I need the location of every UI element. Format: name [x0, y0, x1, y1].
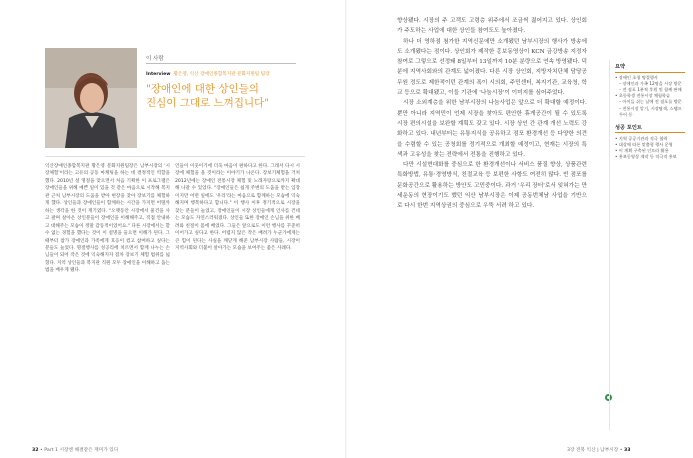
list-item: • 이 계획 구축된 인프라 활용 — [615, 148, 669, 154]
body-column-2 — [175, 163, 300, 252]
sidebar-list-success-points — [615, 136, 685, 160]
list-item: – 전통시장 알기, 시장탐색, 스탬프 투어 등 — [619, 105, 682, 117]
list-item: • 장애인 초청 명절행사 — [615, 75, 658, 81]
paragraph: 하나 더 영하점 첨가한 지역신문에만 소개됐던 남부시장의 행사가 방송에도 소개됐다는 점이다. 상인회가 제작한 홍보동영상이 KCN 금강방송 지정자 참여로 그렇으로 선정돼 8일부터 13일까지 10분 분량으로 연속 방영됐다. 덕분에 지역사회와의 관계도 넓어졌다. 다른 시장 상인회, 지방자치단체 담당공무원 정도로 제한적이던 관계의 폭이 시의회, 주민센터, 복지기관, 교육청, 학교 등으로 확대됐고, 이들 기관에 '나눔시장'이 이미지를 심어주었다. — [397, 38, 588, 97]
running-footer: • Part 1 시장엔 해결같은 재미가 있다 — [40, 448, 119, 453]
divider — [45, 156, 305, 157]
pull-quote-line: "장애인에 대한 상인들의 — [146, 83, 259, 95]
right-page — [347, 0, 693, 458]
sidebar-heading-summary: 요약 — [615, 64, 685, 73]
list-item: • 홍보동영상 제작 등 적극적 홍보 — [615, 154, 677, 160]
right-footer — [567, 447, 631, 453]
list-item: – 장애인과 가족 12명을 시장 방문 — [619, 81, 682, 87]
interviewee-photo — [45, 48, 137, 148]
list-item: • 대상에 따른 맞춤형 행사 운영 — [615, 141, 673, 147]
body-text: 인들이 이웃이기에 더욱 마음이 편하다고 한다. 그래서 다시 시장에 체험을 올 것이라는 이야기가 나온다. 장보기체험을 거쳐 2012년에는 장애인 전통시장 체험 및 노래자랑으로까지 확대해 나갈 수 있었다. "장애인들은 쉽게 주변의 도움을 받는 입장이지만 어떤 일에도 '우리'라는 마음으로 함께하는 모습에 익숙해지며 행복하다고 합니다." 이 행사 이후 정기적으로 시장을 찾는 분들이 늘었고, 장애인들이 시장 상인들에게 인사를 건네는 모습도 자연스러워졌다. 상인들 또한 장애인 손님을 위한 배려와 친절이 몸에 배었다. 그들은 앞으로도 이런 행사를 꾸준히 이어가고 싶다고 한다. 어렵지 않은 작은 배려가 누군가에게는 큰 힘이 된다는 사실을 깨닫게 해준 남부시장 사람들, 시장이 지역사회와 더불어 살아가는 모습을 보여주는 좋은 사례다. — [175, 164, 300, 251]
list-item: • 지역 공공기관과 적극 협력 — [615, 135, 668, 141]
interviewee-org: 황은영, 익산 장애인종합복지관 문화지원팀 팀장 — [173, 72, 270, 77]
list-item: • 초등학생 전통시장 체험학습 — [615, 93, 671, 99]
running-footer: 3장 전북 익산 | 남부시장 • — [567, 448, 623, 453]
body-text: 익산장애인종합복지관 황은영 문화지원팀장은 남부시장의 '시장체험'이라는 고유의 공동 마케팅을 하는 데 결정적인 역할을 했다. 2010년 설 명절을 맞으면서 처음 기획한 이 프로그램은 장애인들을 위해 예쁜 일이 있을 것 같은 마음으로 시작해 복지관 근처 남부시장의 도움을 받아 현장을 찾아 장보기를 체험하게 했다. 상인들과 장애인들이 함께하는 시간을 가지면 어떨까 하는 생각을 한 것이 계기였다. "오랫동안 시장에서 물건을 사고 팔며 살아온 상인분들이 장애인을 이해해주고, 직접 안내하고 대해주는 모습이 정말 감동적이었어요." 다른 시장에서는 할 수 없는 경험을 했다는 것이 이 설명을 들으면 이해가 된다. 그때부터 참가 장애인과 가족에게 호응이 컸고 참여하고 싶다는 분들도 늘었다. 명절행사를 성공리에 치르면서 함께 나누는 손님들이 되어 작은 것에 익숙해지자 점차 장보기 체험 범위를 넓혔다. 지역 상인들과 복지관 직원 모두 장애인을 이해하고 돕는 법을 배우게 됐다. — [45, 164, 170, 274]
sidebar-heading-success-points: 성공 포인트 — [615, 125, 685, 134]
list-item: – 아이들 쉬는 날에 전 점포를 방문 — [619, 99, 682, 105]
interview-label-line — [146, 71, 270, 77]
sidebar — [615, 64, 685, 163]
paragraph: 다만 시설현대화를 중심으로 한 환경개선이나 서비스 품질 향상, 상품관련 특화방법, 유통·경영방식, 친절교육 등 보편한 사항도 여전히 많다. 빈 점포를 문화공간으로 활용하는 방안도 고민중이다. 과거 '우리 장터'로서 잊혀가는 만세운동의 현장이기도 했던 익산 남부시장은 이제 공동번체남 사업을 기반으로 다시 한번 지역상권의 중심으로 우뚝 서려 하고 있다. — [397, 162, 587, 210]
pull-quote-line: 진심이 그대로 느껴집니다" — [146, 97, 270, 109]
left-page — [0, 0, 346, 458]
pull-quote — [146, 82, 306, 110]
body-column-1 — [45, 163, 170, 275]
name-tag: 이 사람 — [146, 56, 164, 62]
paragraph: 시장 소외계층을 위한 남부시장의 나눔사업은 앞으로 더 확대할 예정이다. 뿐만 아니라 지역민이 언제 시장을 찾아도 편안한 휴게공간이 될 수 있도록 시장 편의시설을 보완할 계획도 갖고 있다. 시장 상인 간 관계 개선 노력도 강화하고 있다. 내년부터는 유통지식을 공유하고 점포 환경개선 등 다양한 의견을 수렴할 수 있는 공청회를 정기적으로 개최할 예정이고, 현재는 시장의 특색과 고유성을 찾는 전략에서 전통을 진행하고 있다. — [397, 100, 587, 158]
paragraph: 향상됐다. 시장의 주 고객도 고령층 위주에서 조금씩 젊어지고 있다. 상인회가 주도하는 사업에 대한 상인들 참여도도 높아졌다. — [397, 18, 587, 35]
interview-label: Interview — [146, 72, 171, 77]
portrait-image — [45, 48, 137, 148]
list-item: – 전 점포 1분씩 후원 및 함께 판매 — [619, 87, 682, 93]
page-number: 32 — [32, 448, 39, 453]
left-footer — [32, 447, 118, 453]
right-body-text — [397, 16, 587, 212]
divider — [146, 63, 296, 64]
sidebar-rule — [609, 60, 610, 430]
sidebar-list-summary — [615, 75, 685, 118]
page-number: 33 — [624, 448, 631, 453]
